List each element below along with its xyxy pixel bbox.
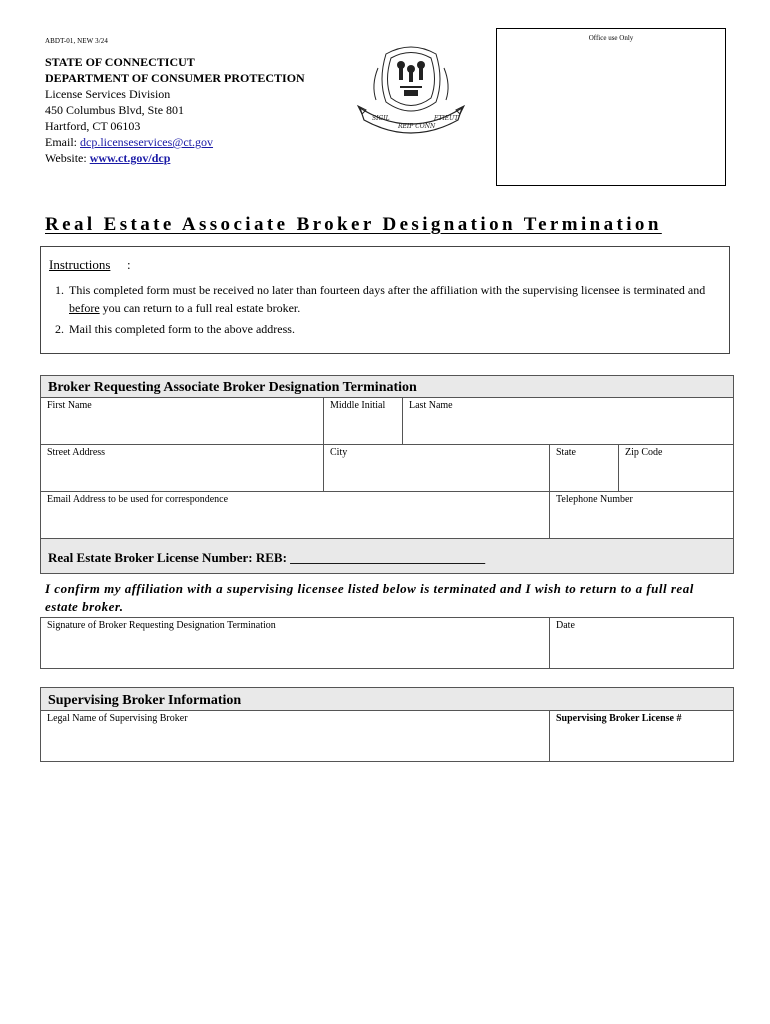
middle-initial-field[interactable]: Middle Initial — [330, 400, 386, 411]
state-name: STATE OF CONNECTICUT — [45, 55, 195, 69]
broker-section-heading: Broker Requesting Associate Broker Designation Termination — [41, 376, 733, 398]
form-code: ABDT-01, NEW 3/24 — [45, 37, 108, 45]
supervising-broker-name-field[interactable]: Legal Name of Supervising Broker — [47, 713, 188, 724]
email-line — [45, 134, 305, 150]
state-field[interactable]: State — [556, 447, 576, 458]
supervising-section-heading: Supervising Broker Information — [41, 688, 733, 711]
instructions-colon: : — [127, 257, 131, 272]
instructions-heading: Instructions — [49, 257, 111, 272]
confirmation-statement: I confirm my affiliation with a supervising licensee listed below is terminated and I wish to return to a full real estate broker. — [45, 581, 694, 614]
svg-text:REIP CONN: REIP CONN — [398, 123, 436, 130]
email-address-field[interactable]: Email Address to be used for correspondence — [47, 494, 229, 505]
city-field[interactable]: City — [330, 447, 348, 458]
signature-section — [40, 617, 734, 669]
city-state-zip-line: Hartford, CT 06103 — [45, 119, 141, 133]
street-address-line: 450 Columbus Blvd, Ste 801 — [45, 103, 185, 117]
first-name-field[interactable]: First Name — [47, 400, 92, 411]
signature-field[interactable]: Signature of Broker Requesting Designation Termination — [47, 620, 276, 631]
telephone-number-field[interactable]: Telephone Number — [556, 494, 633, 505]
instruction-item — [67, 281, 727, 317]
last-name-field[interactable]: Last Name — [409, 400, 453, 411]
instruction-text: you can return to a full real estate broker. — [99, 301, 301, 315]
date-field[interactable]: Date — [556, 620, 575, 631]
form-title: Real Estate Associate Broker Designation Termination — [45, 214, 662, 235]
website-link[interactable]: www.ct.gov/dcp — [89, 151, 171, 165]
website-line — [45, 150, 305, 166]
supervising-broker-section — [40, 687, 734, 762]
website-label: Website: — [45, 151, 87, 165]
instruction-text: This completed form must be received no later than fourteen days after the affiliation with the supervising licensee is terminated and — [69, 283, 706, 297]
street-address-field[interactable]: Street Address — [47, 447, 106, 458]
division-name: License Services Division — [45, 87, 171, 101]
instruction-item: 2. Mail this completed form to the above address. — [67, 320, 727, 338]
connecticut-state-seal-icon — [356, 40, 466, 135]
email-label: Email: — [45, 135, 77, 149]
instruction-emphasis: before — [69, 301, 100, 315]
zip-code-field[interactable]: Zip Code — [625, 447, 663, 458]
office-use-label: Office use Only — [588, 34, 634, 42]
office-use-box — [496, 28, 726, 186]
supervising-broker-license-field[interactable]: Supervising Broker License # — [556, 713, 682, 724]
email-link[interactable]: dcp.licenseservices@ct.gov — [80, 135, 214, 149]
broker-requesting-section — [40, 375, 734, 574]
agency-address-block — [45, 54, 305, 166]
instructions-list — [41, 281, 727, 341]
instructions-box — [40, 246, 730, 354]
svg-text:ETIEUT: ETIEUT — [434, 115, 459, 122]
broker-license-number-field[interactable]: Real Estate Broker License Number: REB: ______________________________ — [41, 539, 733, 573]
department-name: DEPARTMENT OF CONSUMER PROTECTION — [45, 71, 305, 85]
svg-text:SIGIL: SIGIL — [372, 115, 390, 122]
